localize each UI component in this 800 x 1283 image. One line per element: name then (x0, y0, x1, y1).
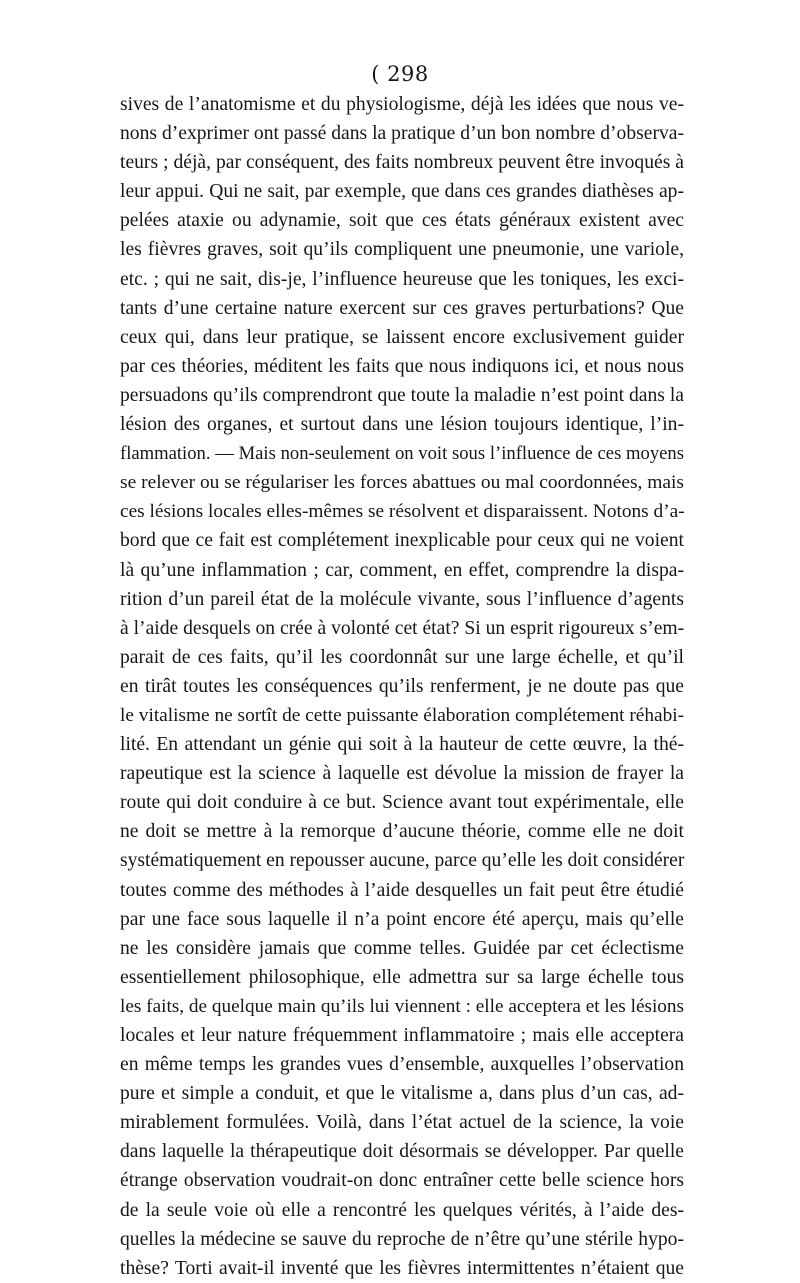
text-line: étrange observation voudrait-on donc entraîner cette belle science hors (120, 1170, 684, 1192)
text-line: le vitalisme ne sortît de cette puissante élaboration complétement réhabi- (120, 704, 685, 726)
text-line: lésion des organes, et surtout dans une lésion toujours identique, l’in- (120, 414, 684, 436)
text-line: rition d’un pareil état de la molécule vivante, sous l’influence d’agents (120, 588, 684, 610)
text-line: se relever ou se régulariser les forces abattues ou mal coordonnées, mais (120, 472, 684, 494)
text-line: ces lésions locales elles-mêmes se résolvent et disparaissent. Notons d’a- (120, 501, 685, 523)
text-line: en même temps les grandes vues d’ensemble, auxquelles l’observation (120, 1054, 684, 1076)
text-line: rapeutique est la science à laquelle est dévolue la mission de frayer la (120, 763, 684, 785)
text-line: essentiellement philosophique, elle admettra sur sa large échelle tous (120, 966, 684, 988)
text-line: dans laquelle la thérapeutique doit désormais se développer. Par quelle (120, 1141, 684, 1163)
text-line: ne doit se mettre à la remorque d’aucune théorie, comme elle ne doit (120, 821, 684, 843)
text-line: en tirât toutes les conséquences qu’ils renferment, je ne doute pas que (120, 675, 684, 697)
text-line: là qu’une inflammation ; car, comment, en effet, comprendre la dispa- (120, 559, 684, 581)
text-line: persuadons qu’ils comprendront que toute la maladie n’est point dans la (120, 384, 684, 406)
text-line: de la seule voie où elle a rencontré les quelques vérités, à l’aide des- (120, 1199, 684, 1221)
text-line: pelées ataxie ou adynamie, soit que ces états généraux existent avec (120, 210, 684, 232)
text-line: route qui doit conduire à ce but. Science avant tout expérimentale, elle (120, 792, 684, 814)
text-line: flammation. — Mais non-seulement on voit sous l’influence de ces moyens (120, 443, 684, 465)
text-line: etc. ; qui ne sait, dis-je, l’influence heureuse que les toniques, les exci- (120, 268, 684, 290)
text-line: quelles la médecine se sauve du reproche de n’être qu’une stérile hypo- (120, 1228, 684, 1250)
text-line: thèse? Torti avait-il inventé que les fièvres intermittentes n’étaient que (120, 1257, 684, 1279)
text-line: mirablement formulées. Voilà, dans l’état actuel de la science, la voie (120, 1112, 684, 1134)
text-line: à l’aide desquels on crée à volonté cet état? Si un esprit rigoureux s’em- (120, 617, 685, 639)
text-line: leur appui. Qui ne sait, par exemple, que dans ces grandes diathèses ap- (120, 181, 684, 203)
text-line: bord que ce fait est complétement inexplicable pour ceux qui ne voient (120, 530, 684, 552)
body-text (120, 90, 684, 1283)
text-line: les faits, de quelque main qu’ils lui viennent : elle acceptera et les lésions (120, 995, 684, 1017)
text-line: tants d’une certaine nature exercent sur ces graves perturbations? Que (120, 297, 684, 319)
text-line: par ces théories, méditent les faits que nous indiquons ici, et nous nous (120, 355, 684, 377)
text-line: ceux qui, dans leur pratique, se laissent encore exclusivement guider (120, 326, 684, 348)
text-line: toutes comme des méthodes à l’aide desquelles un fait peut être étudié (120, 879, 684, 901)
page-number: ( 298 (371, 62, 429, 86)
text-line: pure et simple a conduit, et que le vitalisme a, dans plus d’un cas, ad- (120, 1083, 684, 1105)
text-line: systématiquement en repousser aucune, parce qu’elle les doit considérer (120, 850, 685, 872)
text-line: nons d’exprimer ont passé dans la pratique d’un bon nombre d’observa- (120, 123, 684, 145)
text-line: lité. En attendant un génie qui soit à la hauteur de cette œuvre, la thé- (120, 734, 684, 756)
text-line: parait de ces faits, qu’il les coordonnât sur une large échelle, et qu’il (120, 646, 684, 668)
text-line: par une face sous laquelle il n’a point encore été aperçu, mais qu’elle (120, 908, 684, 930)
text-line: locales et leur nature fréquemment inflammatoire ; mais elle acceptera (120, 1025, 684, 1046)
text-line: ne les considère jamais que comme telles. Guidée par cet éclectisme (120, 937, 684, 959)
text-line: teurs ; déjà, par conséquent, des faits nombreux peuvent être invoqués à (120, 152, 684, 174)
text-line: sives de l’anatomisme et du physiologisme, déjà les idées que nous ve- (120, 94, 684, 115)
text-line: les fièvres graves, soit qu’ils compliquent une pneumonie, une variole, (120, 239, 684, 261)
